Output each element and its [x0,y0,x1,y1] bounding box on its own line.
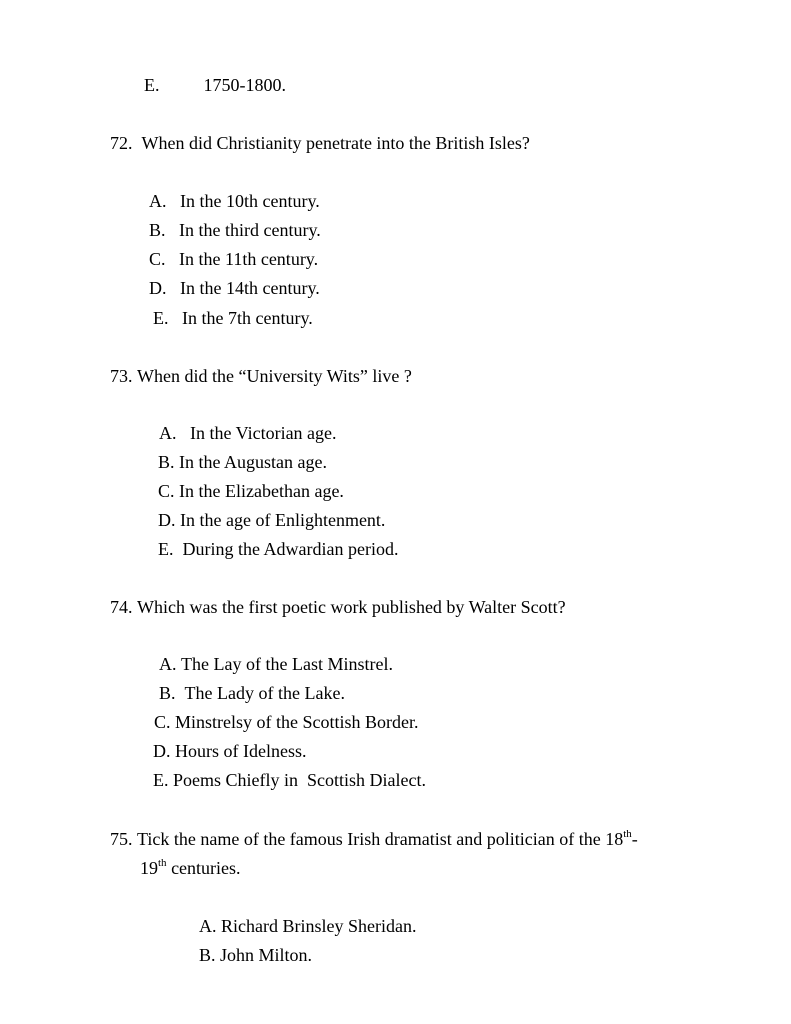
question-text-line2: centuries. [166,858,241,878]
question-text: When did Christianity penetrate into the British Isles? [141,133,530,153]
q72-option-d [149,277,320,299]
question-number: 73. [110,366,133,386]
dash: - [631,829,638,849]
question-number: 72. [110,133,133,153]
question-74 [110,596,566,618]
q72-option-b [149,219,321,241]
q73-option-c [158,480,344,502]
q75-option-b [199,944,312,966]
option-text: In the 10th century. [180,191,320,211]
option-letter: E. [144,75,160,95]
superscript-th: th [158,857,167,869]
option-letter: E. [158,539,174,559]
option-e-prev [144,74,286,96]
option-text: In the Victorian age. [190,423,337,443]
option-letter: A. [199,916,217,936]
q72-option-e [153,307,313,329]
option-letter: E. [153,770,169,790]
option-letter: E. [153,308,169,328]
option-letter: B. [158,452,175,472]
option-letter: C. [154,712,171,732]
option-letter: D. [149,278,167,298]
option-text: In the Elizabethan age. [179,481,344,501]
q73-option-e [158,538,398,560]
option-text: In the 11th century. [179,249,319,269]
option-text: Minstrelsy of the Scottish Border. [175,712,419,732]
q72-option-a [149,190,320,212]
question-72 [110,132,530,154]
century-number: 19 [140,858,158,878]
q74-option-c [154,711,419,733]
q75-option-a [199,915,416,937]
option-letter: B. [199,945,216,965]
question-number: 75. [110,829,133,849]
question-text: Which was the first poetic work published by Walter Scott? [137,597,566,617]
option-letter: A. [159,423,177,443]
q73-option-d [158,509,385,531]
option-letter: A. [149,191,167,211]
option-text: In the 7th century. [182,308,313,328]
option-text: Hours of Idelness. [175,741,307,761]
option-text: In the age of Enlightenment. [180,510,386,530]
q73-option-b [158,451,327,473]
option-text: In the 14th century. [180,278,320,298]
q74-option-d [153,740,306,762]
q74-option-a [159,653,393,675]
q73-option-a [159,422,337,444]
option-text: In the Augustan age. [179,452,327,472]
question-number: 74. [110,597,133,617]
question-text-line1: Tick the name of the famous Irish dramatist and politician of the 18 [137,829,624,849]
option-text: The Lay of the Last Minstrel. [181,654,393,674]
option-text: John Milton. [220,945,313,965]
option-text: During the Adwardian period. [182,539,399,559]
option-letter: D. [153,741,171,761]
q72-option-c [149,248,318,270]
question-73 [110,365,412,387]
option-text: The Lady of the Lake. [184,683,345,703]
question-text: When did the “University Wits” live ? [137,366,412,386]
option-letter: D. [158,510,176,530]
superscript-th: th [623,828,632,840]
question-75 [110,828,638,850]
question-75-line2 [140,857,241,879]
option-text: 1750-1800. [203,75,286,95]
option-text: Poems Chiefly in Scottish Dialect. [173,770,426,790]
option-letter: C. [149,249,166,269]
option-letter: A. [159,654,177,674]
q74-option-b [159,682,345,704]
option-letter: C. [158,481,175,501]
option-text: Richard Brinsley Sheridan. [221,916,417,936]
option-letter: B. [159,683,176,703]
q74-option-e [153,769,426,791]
option-text: In the third century. [179,220,321,240]
option-letter: B. [149,220,166,240]
